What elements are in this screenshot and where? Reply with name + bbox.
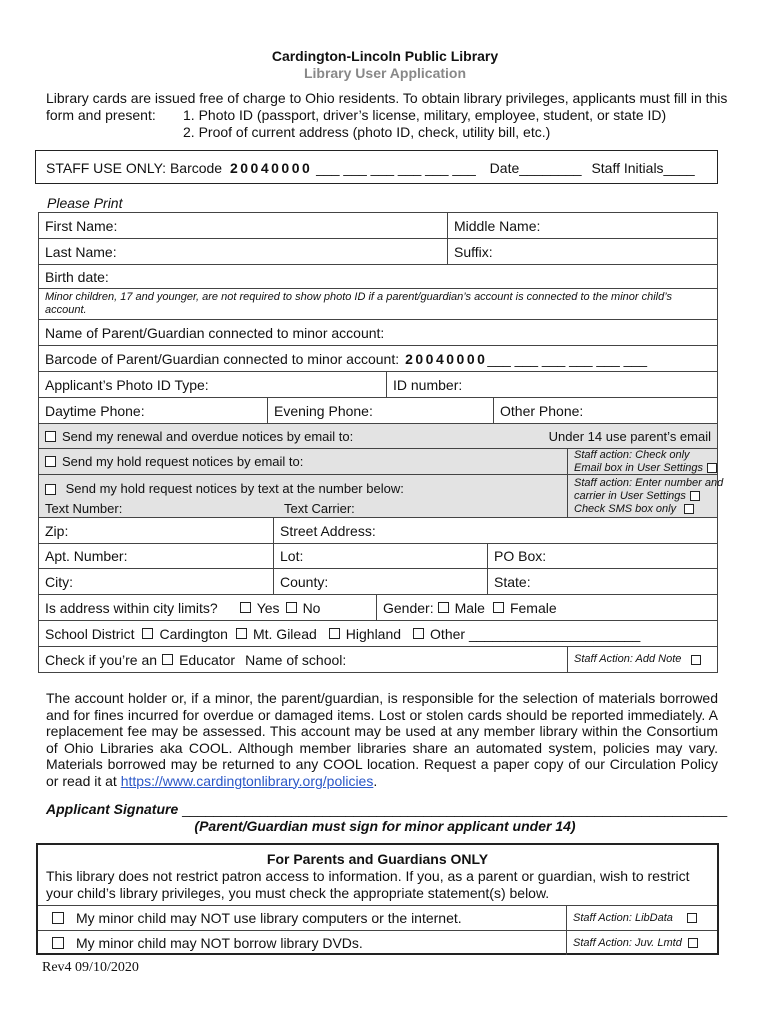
revision-label: Rev4 09/10/2020 bbox=[42, 960, 139, 975]
intro-line: Library cards are issued free of charge to Ohio residents. To obtain library privileges, applicants must fill in this bbox=[46, 90, 728, 106]
parent-barcode-blanks[interactable]: ___ ___ ___ ___ ___ ___ bbox=[487, 350, 648, 367]
yes-checkbox[interactable] bbox=[240, 602, 251, 613]
male-checkbox[interactable] bbox=[438, 602, 449, 613]
restriction-dvds-row bbox=[38, 930, 717, 955]
restriction-dvds-option[interactable] bbox=[46, 931, 566, 955]
street-address-field[interactable]: Street Address: bbox=[273, 518, 717, 543]
signature-row bbox=[46, 801, 727, 817]
text-number-field[interactable]: Text Number: bbox=[45, 501, 123, 516]
staff-date-field[interactable]: Date________ bbox=[489, 160, 582, 176]
staff-email-note bbox=[567, 449, 717, 474]
signature-label: Applicant Signature bbox=[46, 801, 179, 817]
restriction-computers-row bbox=[38, 905, 717, 930]
policy-text bbox=[46, 690, 718, 789]
mt-gilead-label: Mt. Gilead bbox=[252, 625, 317, 642]
hold-text-checkbox[interactable] bbox=[45, 484, 56, 495]
staff-barcode-label: STAFF USE ONLY: Barcode bbox=[46, 160, 223, 176]
requirement-address: 2. Proof of current address (photo ID, check, utility bill, etc.) bbox=[183, 124, 551, 140]
parents-title: For Parents and Guardians ONLY bbox=[266, 851, 489, 867]
staff-email-checkbox[interactable] bbox=[707, 463, 717, 473]
yes-label: Yes bbox=[256, 599, 280, 616]
parents-text: This library does not restrict patron access to information. If you, as a parent or guardian, wish to restrict your child’s library privileges, you must check the appropriate statement(s) below. bbox=[46, 868, 690, 901]
hold-email-option[interactable] bbox=[39, 449, 567, 474]
evening-phone-field[interactable]: Evening Phone: bbox=[267, 398, 493, 423]
renewal-email-checkbox[interactable] bbox=[45, 431, 56, 442]
county-field[interactable]: County: bbox=[273, 569, 487, 594]
requirement-photo-id: 1. Photo ID (passport, driver’s license, military, employee, student, or state ID) bbox=[183, 107, 667, 123]
parent-barcode-field[interactable] bbox=[39, 346, 717, 371]
computers-label: My minor child may NOT use library computers or the internet. bbox=[76, 910, 462, 926]
gender-row bbox=[376, 595, 717, 620]
dvds-label: My minor child may NOT borrow library DVDs. bbox=[76, 935, 363, 951]
libdata-label: Staff Action: LibData bbox=[573, 911, 673, 924]
staff-add-note-label: Staff Action: Add Note bbox=[574, 653, 682, 665]
parents-guardians-box bbox=[36, 843, 719, 955]
city-limits-label: Is address within city limits? bbox=[45, 599, 218, 616]
highland-label: Highland bbox=[345, 625, 402, 642]
school-name-field[interactable]: Name of school: bbox=[245, 651, 347, 668]
parent-name-field[interactable]: Name of Parent/Guardian connected to minor account: bbox=[45, 324, 385, 341]
id-number-field[interactable]: ID number: bbox=[386, 372, 717, 397]
school-district-row bbox=[39, 621, 717, 646]
staff-email-note-line: Email box in User Settings bbox=[574, 462, 703, 474]
please-print: Please Print bbox=[47, 195, 123, 211]
staff-initials-field[interactable]: Staff Initials____ bbox=[591, 160, 695, 176]
computers-checkbox[interactable] bbox=[52, 912, 64, 924]
mt-gilead-checkbox[interactable] bbox=[236, 628, 247, 639]
signature-note: (Parent/Guardian must sign for minor applicant under 14) bbox=[194, 818, 576, 834]
hold-text-label: Send my hold request notices by text at the number below: bbox=[65, 481, 404, 496]
libdata-checkbox[interactable] bbox=[687, 913, 697, 923]
renewal-email-label: Send my renewal and overdue notices by email to: bbox=[62, 428, 354, 444]
form-title: Library User Application bbox=[303, 65, 467, 81]
policy-end: . bbox=[373, 772, 378, 789]
lot-field[interactable]: Lot: bbox=[273, 544, 487, 568]
educator-checkbox[interactable] bbox=[162, 654, 173, 665]
signature-line[interactable]: ______________________________________________________________________ bbox=[182, 801, 728, 817]
juv-lmtd-label: Staff Action: Juv. Lmtd bbox=[573, 936, 682, 949]
staff-use-box bbox=[35, 150, 718, 184]
staff-juv-lmtd bbox=[566, 931, 717, 955]
apt-number-field[interactable]: Apt. Number: bbox=[45, 548, 128, 564]
renewal-email-option[interactable] bbox=[39, 424, 499, 448]
hold-text-option[interactable] bbox=[45, 481, 404, 496]
educator-label: Educator bbox=[179, 651, 236, 668]
intro-text bbox=[46, 90, 736, 141]
text-carrier-field[interactable]: Text Carrier: bbox=[284, 501, 355, 516]
staff-add-note bbox=[567, 647, 717, 672]
state-field[interactable]: State: bbox=[487, 569, 717, 594]
staff-email-note-line: Staff action: Check only bbox=[574, 449, 690, 461]
under14-note: Under 14 use parent’s email bbox=[548, 428, 711, 444]
cardington-checkbox[interactable] bbox=[142, 628, 153, 639]
staff-sms-note-line: Check SMS box only bbox=[574, 503, 677, 515]
parent-barcode-prefix: 20040000 bbox=[405, 350, 488, 367]
barcode-blanks[interactable]: ___ ___ ___ ___ ___ ___ bbox=[316, 160, 476, 176]
middle-name-field[interactable]: Middle Name: bbox=[447, 213, 717, 238]
library-name: Cardington-Lincoln Public Library bbox=[271, 48, 499, 64]
application-form bbox=[38, 212, 724, 673]
add-note-checkbox[interactable] bbox=[691, 655, 701, 665]
female-checkbox[interactable] bbox=[493, 602, 504, 613]
restriction-computers-option[interactable] bbox=[46, 906, 566, 930]
daytime-phone-field[interactable]: Daytime Phone: bbox=[45, 402, 145, 419]
barcode-prefix: 20040000 bbox=[229, 160, 313, 176]
hold-email-label: Send my hold request notices by email to: bbox=[62, 454, 304, 469]
staff-libdata bbox=[566, 906, 717, 930]
juv-lmtd-checkbox[interactable] bbox=[688, 938, 698, 948]
zip-field[interactable]: Zip: bbox=[45, 522, 69, 539]
gender-label: Gender: bbox=[383, 599, 434, 616]
first-name-field[interactable]: First Name: bbox=[45, 217, 118, 234]
intro-label: form and present: bbox=[46, 107, 156, 123]
staff-sms-note-line: Staff action: Enter number and bbox=[574, 477, 724, 489]
educator-pre-label: Check if you’re an bbox=[45, 651, 158, 668]
male-label: Male bbox=[454, 599, 485, 616]
city-limits-row bbox=[39, 595, 376, 620]
cardington-label: Cardington bbox=[159, 625, 228, 642]
no-checkbox[interactable] bbox=[286, 602, 297, 613]
birth-date-field[interactable]: Birth date: bbox=[45, 268, 109, 285]
staff-sms-checkbox-1[interactable] bbox=[690, 491, 700, 501]
parent-barcode-label: Barcode of Parent/Guardian connected to minor account: bbox=[45, 350, 400, 367]
other-checkbox[interactable] bbox=[413, 628, 424, 639]
staff-sms-checkbox-2[interactable] bbox=[684, 504, 694, 514]
city-field[interactable]: City: bbox=[45, 573, 73, 590]
other-phone-field[interactable]: Other Phone: bbox=[493, 398, 717, 423]
hold-email-checkbox[interactable] bbox=[45, 456, 56, 467]
highland-checkbox[interactable] bbox=[329, 628, 340, 639]
school-district-label: School District bbox=[45, 625, 135, 642]
suffix-field[interactable]: Suffix: bbox=[447, 239, 717, 264]
educator-row bbox=[39, 647, 567, 672]
staff-sms-note bbox=[567, 475, 724, 517]
minor-note: Minor children, 17 and younger, are not required to show photo ID if a parent/guardian’s account is connected to the minor child’s account. bbox=[45, 291, 672, 316]
no-label: No bbox=[302, 599, 321, 616]
dvds-checkbox[interactable] bbox=[52, 937, 64, 949]
po-box-field[interactable]: PO Box: bbox=[487, 544, 717, 568]
last-name-field[interactable]: Last Name: bbox=[45, 243, 117, 260]
photo-id-type-field[interactable]: Applicant’s Photo ID Type: bbox=[45, 376, 209, 393]
policy-link[interactable]: https://www.cardingtonlibrary.org/policies bbox=[120, 772, 374, 789]
other-label[interactable]: Other ______________________ bbox=[430, 625, 641, 642]
staff-sms-note-line: carrier in User Settings bbox=[574, 490, 686, 502]
policy-body: The account holder or, if a minor, the parent/guardian, is responsible for the selection of materials borrowed and for fines incurred for overdue or damaged items. Lost or stolen cards should be reported immediately. A replacement fee may be assessed. This account may be used at any member library within the Consortium of Ohio Libraries aka COOL. Although member libraries share an automated system, policies may vary. Materials borrowed may be returned to any COOL location. Request a paper copy of our Circulation Policy or read it at bbox=[46, 690, 718, 789]
female-label: Female bbox=[509, 599, 557, 616]
